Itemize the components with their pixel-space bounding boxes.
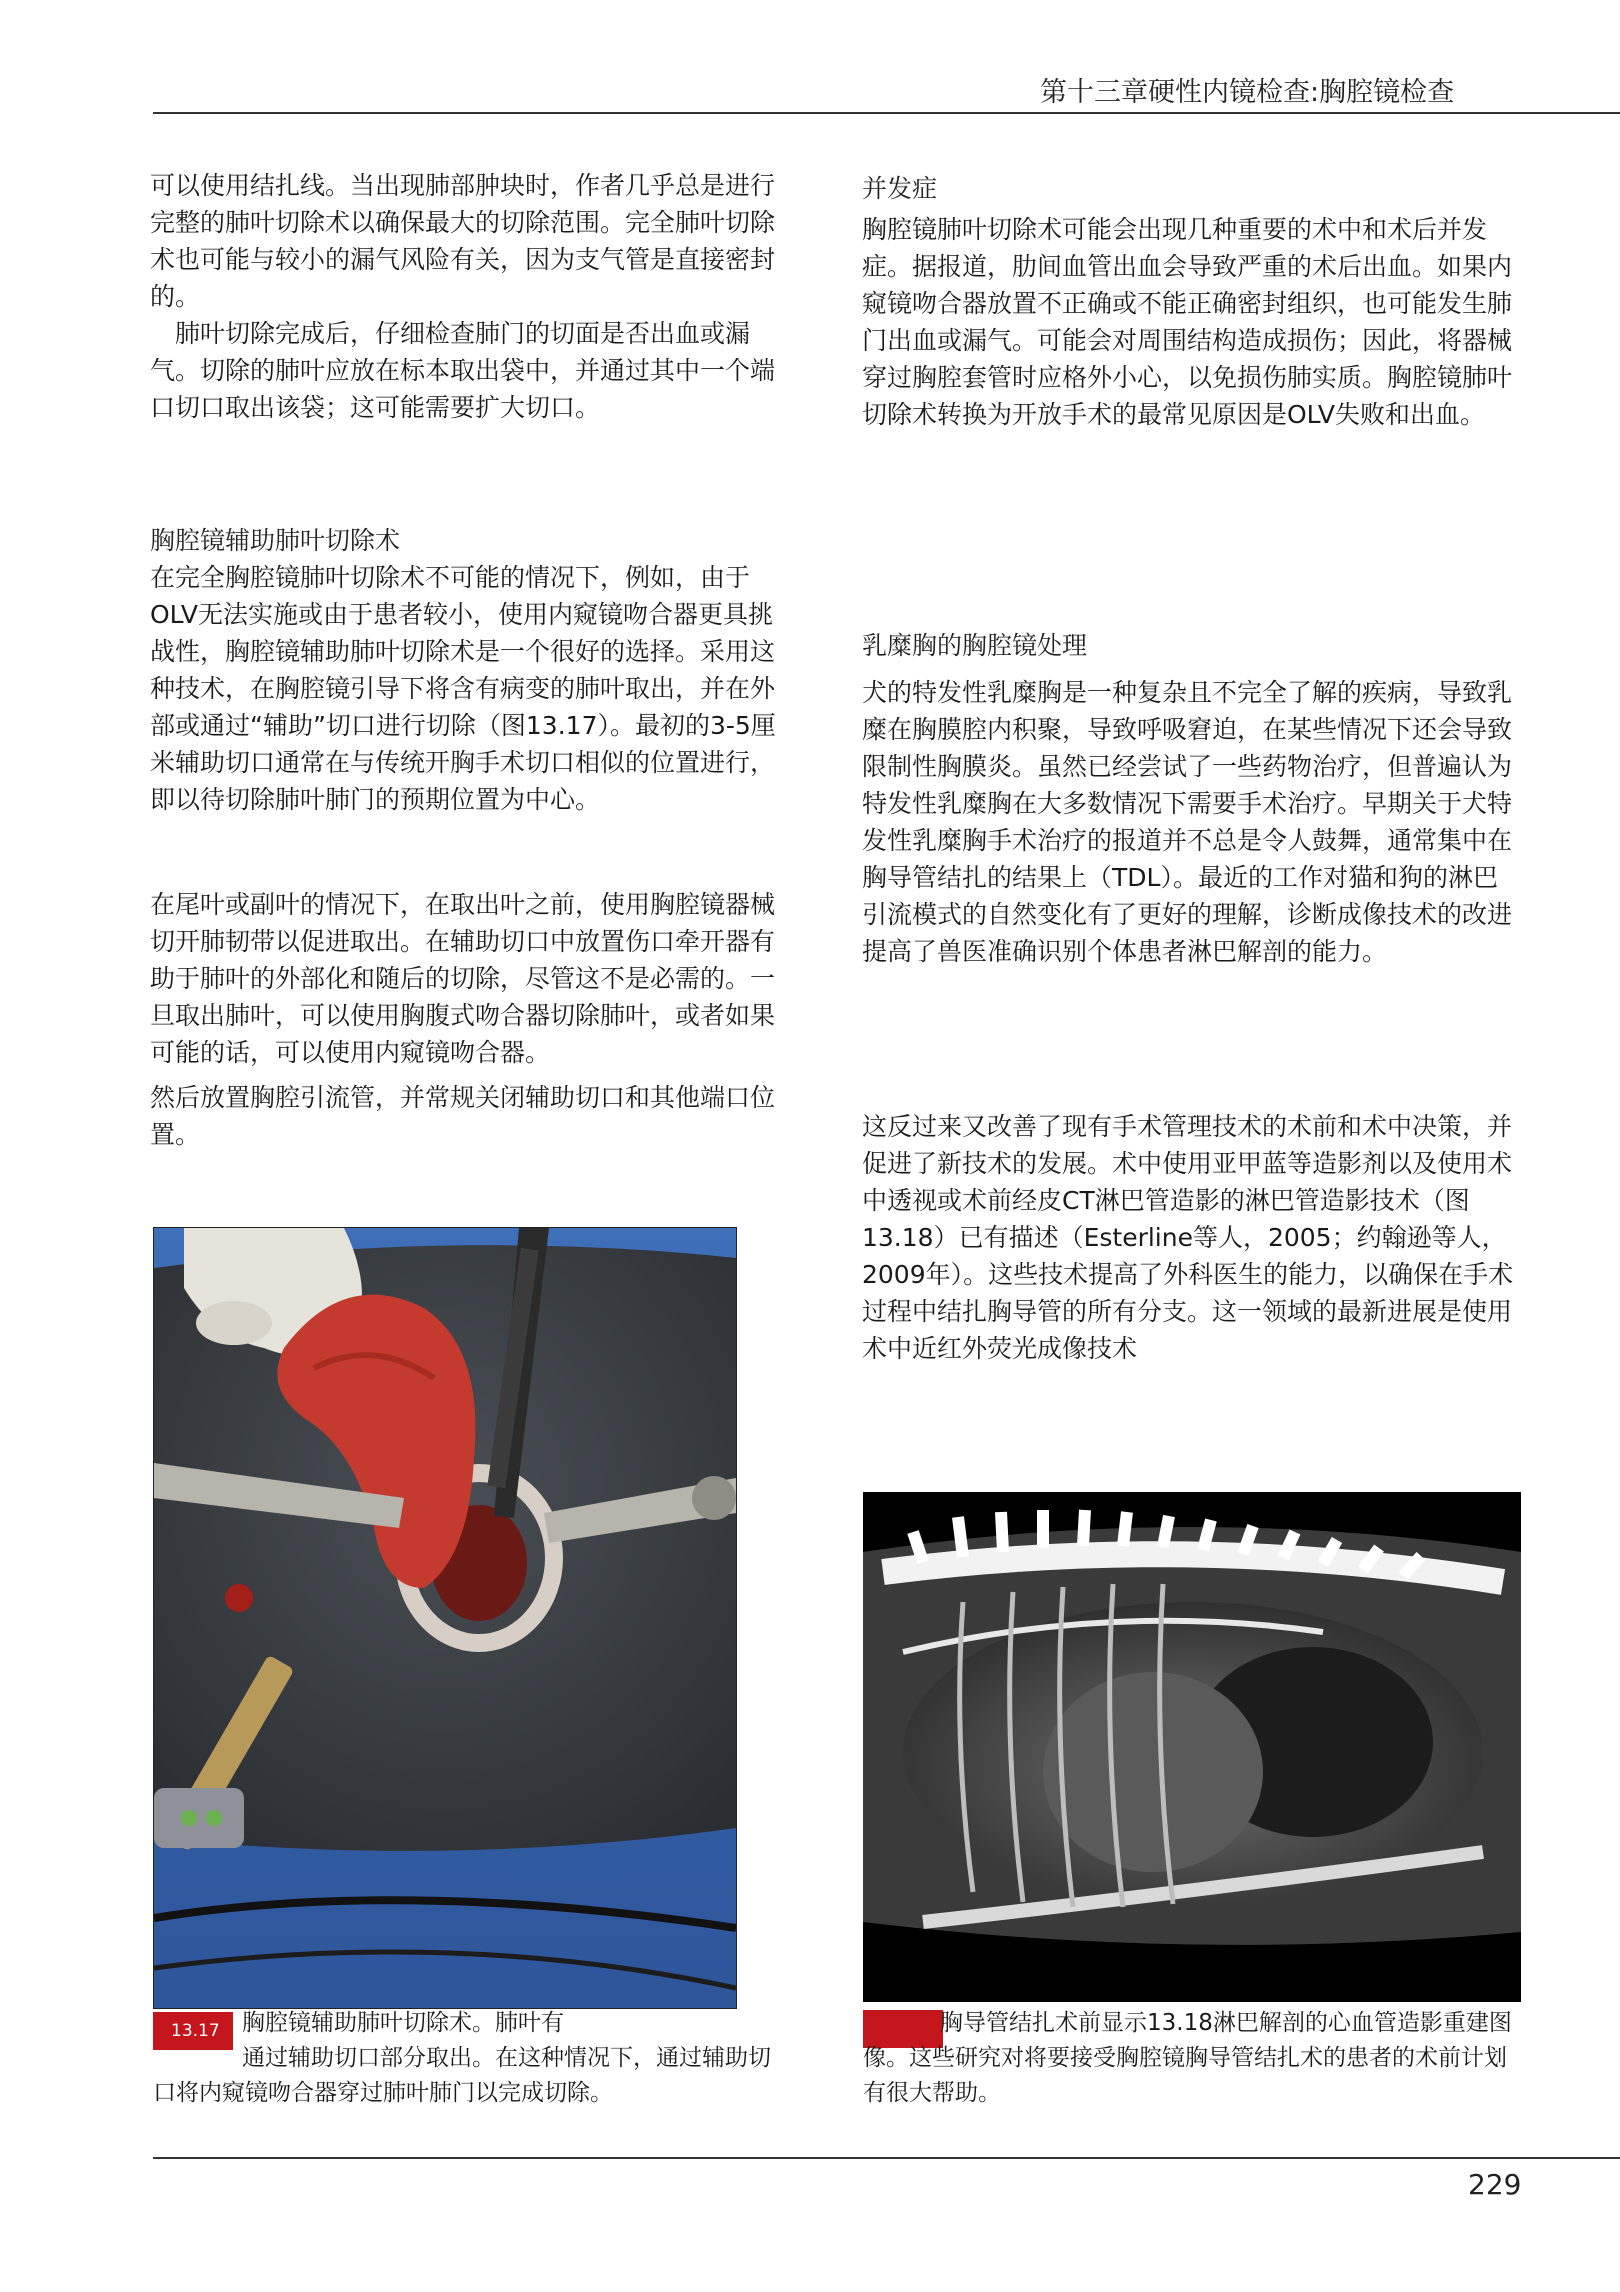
section-heading: 并发症 bbox=[862, 174, 938, 203]
left-column-bottom bbox=[150, 886, 790, 1153]
right-column-bottom bbox=[862, 1108, 1522, 1367]
paragraph: 在完全胸腔镜肺叶切除术不可能的情况下，例如，由于OLV无法实施或由于患者较小，使用内窥镜吻合器更具挑战性，胸腔镜辅助肺叶切除术是一个很好的选择。采用这种技术，在胸腔镜引导下将含有病变的肺叶取出，并在外部或通过“辅助”切口进行切除（图13.17）。最初的3-5厘米辅助切口通常在与传统开胸手术切口相似的位置进行，即以待切除肺叶肺门的预期位置为中心。 bbox=[150, 563, 776, 814]
figure-caption: 胸导管结扎术前显示13.18淋巴解剖的心血管造影重建图像。这些研究对将要接受胸腔镜胸导管结扎术的患者的术前计划有很大帮助。 bbox=[863, 2010, 1512, 2106]
ct-reconstruction-illustration bbox=[863, 1492, 1521, 2002]
figure-surgical-photo bbox=[153, 1227, 737, 2009]
section-heading: 胸腔镜辅助肺叶切除术 bbox=[150, 526, 401, 555]
paragraph: 在尾叶或副叶的情况下，在取出叶之前，使用胸腔镜器械切开肺韧带以促进取出。在辅助切口中放置伤口牵开器有助于肺叶的外部化和随后的切除，尽管这不是必需的。一旦取出肺叶，可以使用胸腹式吻合器切除肺叶，或者如果可能的话，可以使用内窥镜吻合器。 bbox=[150, 890, 776, 1067]
surgical-photo-illustration bbox=[154, 1228, 736, 2008]
right-column-chylothorax bbox=[862, 627, 1522, 970]
running-header: 第十三章硬性内镜检查:胸腔镜检查 bbox=[1040, 77, 1455, 108]
left-column-top bbox=[150, 167, 790, 426]
section-heading: 乳糜胸的胸腔镜处理 bbox=[862, 631, 1088, 660]
paragraph: 胸腔镜肺叶切除术可能会出现几种重要的术中和术后并发症。据报道，肋间血管出血会导致严重的术后出血。如果内窥镜吻合器放置不正确或不能正确密封组织，也可能发生肺门出血或漏气。可能会对周围结构造成损伤；因此，将器械穿过胸腔套管时应格外小心，以免损伤肺实质。胸腔镜肺叶切除术转换为开放手术的最常见原因是OLV失败和出血。 bbox=[862, 215, 1513, 429]
figure-ct-image bbox=[863, 1492, 1521, 2002]
footer-rule bbox=[153, 2157, 1620, 2159]
right-column-complications bbox=[862, 170, 1522, 433]
figure-caption-line1: 胸腔镜辅助肺叶切除术。肺叶有 bbox=[242, 2010, 564, 2036]
paragraph: 这反过来又改善了现有手术管理技术的术前和术中决策，并促进了新技术的发展。术中使用亚甲蓝等造影剂以及使用术中透视或术前经皮CT淋巴管造影的淋巴管造影技术（图13.18）已有描述（Esterline等人，2005；约翰逊等人，2009年）。这些技术提高了外科医生的能力，以确保在手术过程中结扎胸导管的所有分支。这一领域的最新进展是使用术中近红外荧光成像技术 bbox=[862, 1112, 1514, 1363]
paragraph: 犬的特发性乳糜胸是一种复杂且不完全了解的疾病，导致乳糜在胸膜腔内积聚，导致呼吸窘迫，在某些情况下还会导致限制性胸膜炎。虽然已经尝试了一些药物治疗，但普遍认为特发性乳糜胸在大多数情况下需要手术治疗。早期关于犬特发性乳糜胸手术治疗的报道并不总是令人鼓舞，通常集中在胸导管结扎的结果上（TDL）。最近的工作对猫和狗的淋巴引流模式的自然变化有了更好的理解，诊断成像技术的改进提高了兽医准确识别个体患者淋巴解剖的能力。 bbox=[862, 678, 1513, 966]
figure-number-tag: 13.17 bbox=[153, 2012, 233, 2050]
paragraph: 可以使用结扎线。当出现肺部肿块时，作者几乎总是进行完整的肺叶切除术以确保最大的切除范围。完全肺叶切除术也可能与较小的漏气风险有关，因为支气管是直接密封的。 bbox=[150, 171, 776, 311]
left-column-section bbox=[150, 522, 790, 818]
figure-caption: 通过辅助切口部分取出。在这种情况下，通过辅助切口将内窥镜吻合器穿过肺叶肺门以完成切除。 bbox=[153, 2045, 771, 2106]
header-rule bbox=[153, 112, 1620, 114]
paragraph: 然后放置胸腔引流管，并常规关闭辅助切口和其他端口位置。 bbox=[150, 1083, 776, 1149]
paragraph: 肺叶切除完成后，仔细检查肺门的切面是否出血或漏气。切除的肺叶应放在标本取出袋中，并通过其中一个端口切口取出该袋；这可能需要扩大切口。 bbox=[150, 319, 776, 422]
page-number: 229 bbox=[1468, 2168, 1522, 2201]
